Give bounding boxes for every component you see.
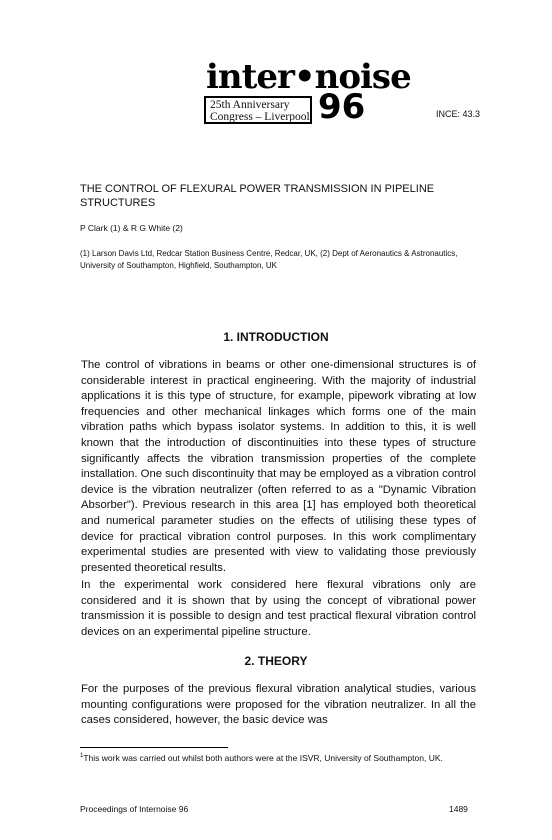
ince-code: INCE: 43.3 [436, 109, 481, 119]
footnote-text: This work was carried out whilst both authors were at the ISVR, University of Southampton, UK. [83, 752, 443, 763]
conference-logo-year: 96 [318, 87, 366, 127]
footnote [80, 750, 478, 764]
logo-anniversary-text: 25th Anniversary [210, 99, 290, 111]
paper-authors: P Clark (1) & R G White (2) [80, 223, 183, 233]
page-number: 1489 [449, 804, 468, 814]
logo-congress-text: Congress – Liverpool [210, 111, 310, 123]
footnote-rule [80, 747, 228, 748]
proceedings-footer: Proceedings of Internoise 96 [80, 804, 189, 814]
introduction-paragraph-1: The control of vibrations in beams or other one-dimensional structures is of considerable interest in practical engineering. With the majority of industrial applications it is this type of structure, for example, pipework vibrating at low frequencies and other mechanical linkages which forms one of the main vibration paths which bypass isolator systems. In addition to this, it is well known that the introduction of discontinuities into these types of structure significantly affects the vibration transmission properties of the complete installation. One such discontinuity that may be employed as a vibration control device is the vibration neutralizer (often referred to as a "Dynamic Vibration Absorber"). Previous research in this area [1] has employed both theoretical and numerical parameter studies on the effects of utilising these types of device for practical vibration control purposes. In this work complimentary experimental studies are presented with view to validating those previously presented theoretical results. [81, 359, 476, 574]
conference-logo-box [204, 96, 312, 124]
paper-title: THE CONTROL OF FLEXURAL POWER TRANSMISSION IN PIPELINE STRUCTURES [80, 183, 435, 209]
section-heading-introduction: 1. INTRODUCTION [223, 330, 329, 344]
theory-paragraph-1: For the purposes of the previous flexural vibration analytical studies, various mounting configurations were proposed for the vibration neutralizer. In all the cases considered, however, the basic device was [81, 683, 476, 727]
conference-logo-wordmark: inter•noise [206, 57, 411, 97]
introduction-paragraph-2: In the experimental work considered here flexural vibrations only are considered and it is shown that by using the concept of vibrational power transmission it is possible to design and test practical flexural vibration control devices on an experimental pipeline structure. [81, 579, 476, 638]
section-heading-theory: 2. THEORY [244, 654, 308, 668]
footnote-marker: 1 [80, 753, 84, 759]
paper-affiliations: (1) Larson Davis Ltd, Redcar Station Business Centre, Redcar, UK, (2) Dept of Aeronautics & Astronautics, University of Southampton, Highfield, Southampton, UK [80, 249, 458, 270]
